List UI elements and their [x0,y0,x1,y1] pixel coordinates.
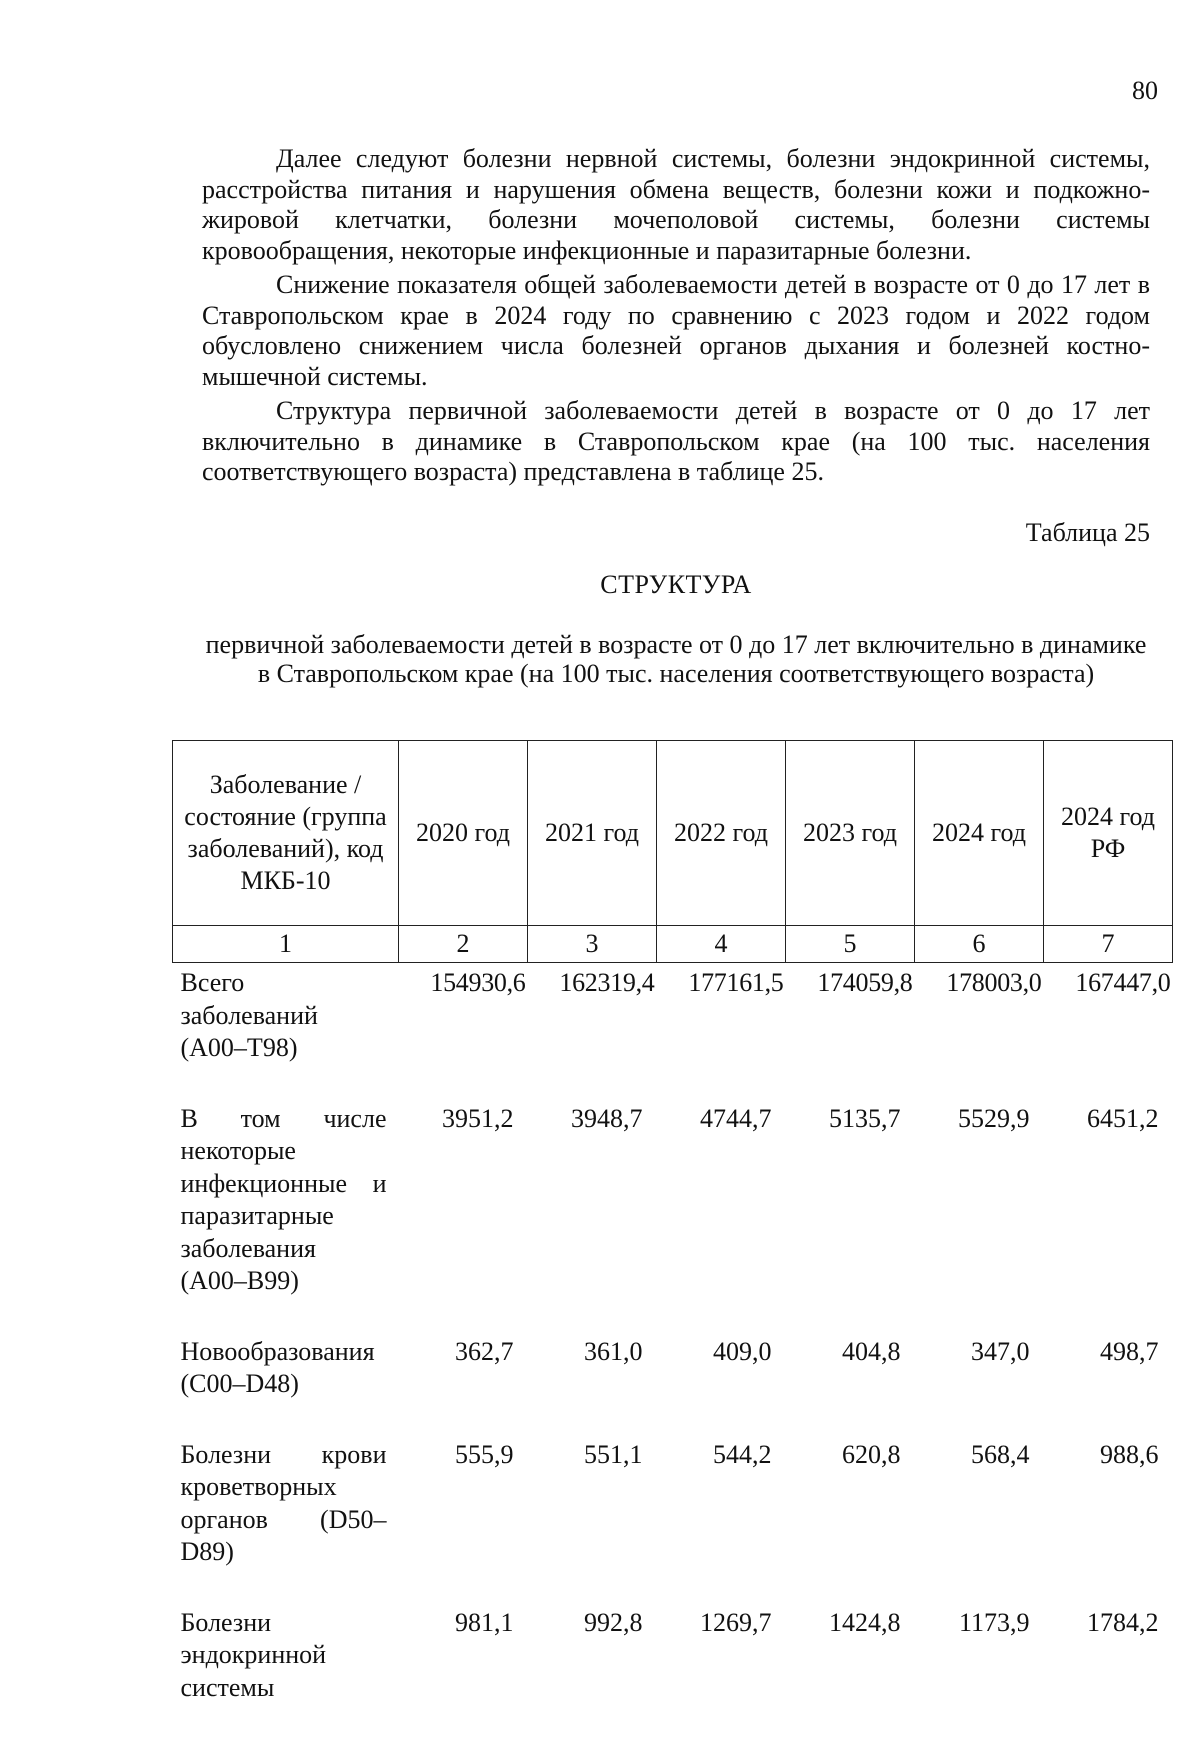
table-row [173,1603,1173,1738]
table-cell: 174059,8 [786,963,915,1099]
table-cell: 409,0 [657,1332,786,1435]
row-label: Болезни крови кроветворных органов (D50–D89) [173,1435,399,1603]
paragraph-1: Далее следуют болезни нервной системы, болезни эндокринной системы, расстройства питания и нарушения обмена веществ, болезни кожи и подкожно-жировой клетчатки, болезни мочеполовой системы, болезни системы кровообращения, некоторые инфекционные и паразитарные болезни. [202,144,1150,266]
page-number: 80 [1108,76,1158,106]
table-cell: 361,0 [528,1332,657,1435]
table-cell: 6451,2 [1044,1099,1173,1332]
table-subtitle: первичной заболеваемости детей в возрасте от 0 до 17 лет включительно в динамике в Ставропольском крае (на 100 тыс. населения соответствующего возраста) [200,630,1152,688]
table-cell: 347,0 [915,1332,1044,1435]
column-number: 1 [173,926,399,963]
table-cell: 5529,9 [915,1099,1044,1332]
table-cell: 551,1 [528,1435,657,1603]
table-cell: 3948,7 [528,1099,657,1332]
table-cell: 620,8 [786,1435,915,1603]
table-cell: 3951,2 [399,1099,528,1332]
row-label: Болезни эндокринной системы [173,1603,399,1738]
table-cell: 178003,0 [915,963,1044,1099]
table-cell: 568,4 [915,1435,1044,1603]
table-cell: 555,9 [399,1435,528,1603]
row-label: В том числе некоторые инфекционные и паразитарные заболевания (A00–B99) [173,1099,399,1332]
table-cell: 981,1 [399,1603,528,1738]
table-cell: 1784,2 [1044,1603,1173,1738]
table-row [173,1332,1173,1435]
table-row [173,1099,1173,1332]
table-cell: 1424,8 [786,1603,915,1738]
table-cell: 992,8 [528,1603,657,1738]
column-number: 4 [657,926,786,963]
row-label: Всего заболеваний (A00–T98) [173,963,399,1099]
table-cell: 404,8 [786,1332,915,1435]
morbidity-table [172,740,1173,1738]
header-2023: 2023 год [786,741,915,926]
table-row [173,963,1173,1099]
header-2020: 2020 год [399,741,528,926]
table-cell: 167447,0 [1044,963,1173,1099]
paragraph-3: Структура первичной заболеваемости детей в возрасте от 0 до 17 лет включительно в динамике в Ставропольском крае (на 100 тыс. населения соответствующего возраста) представлена в таблице 25. [202,396,1150,488]
row-label: Новообразования (C00–D48) [173,1332,399,1435]
column-number: 5 [786,926,915,963]
table-cell: 362,7 [399,1332,528,1435]
table-cell: 1269,7 [657,1603,786,1738]
column-number: 3 [528,926,657,963]
paragraph-2: Снижение показателя общей заболеваемости детей в возрасте от 0 до 17 лет в Ставропольском крае в 2024 году по сравнению с 2023 годом и 2022 годом обусловлено снижением числа болезней органов дыхания и болезней костно-мышечной системы. [202,270,1150,392]
table-cell: 154930,6 [399,963,528,1099]
header-2021: 2021 год [528,741,657,926]
table-cell: 177161,5 [657,963,786,1099]
table-cell: 162319,4 [528,963,657,1099]
table-cell: 544,2 [657,1435,786,1603]
column-number: 2 [399,926,528,963]
table-cell: 5135,7 [786,1099,915,1332]
column-number: 6 [915,926,1044,963]
header-2024: 2024 год [915,741,1044,926]
table-cell: 498,7 [1044,1332,1173,1435]
table-title: СТРУКТУРА [202,570,1150,600]
table-label: Таблица 25 [900,518,1150,548]
column-number: 7 [1044,926,1173,963]
header-disease: Заболевание / состояние (группа заболеваний), код МКБ-10 [173,741,399,926]
table-cell: 988,6 [1044,1435,1173,1603]
column-number-row [173,926,1173,963]
table-cell: 4744,7 [657,1099,786,1332]
table-cell: 1173,9 [915,1603,1044,1738]
table-row [173,1435,1173,1603]
table-header-row [173,741,1173,926]
header-2024-rf: 2024 год РФ [1044,741,1173,926]
header-2022: 2022 год [657,741,786,926]
